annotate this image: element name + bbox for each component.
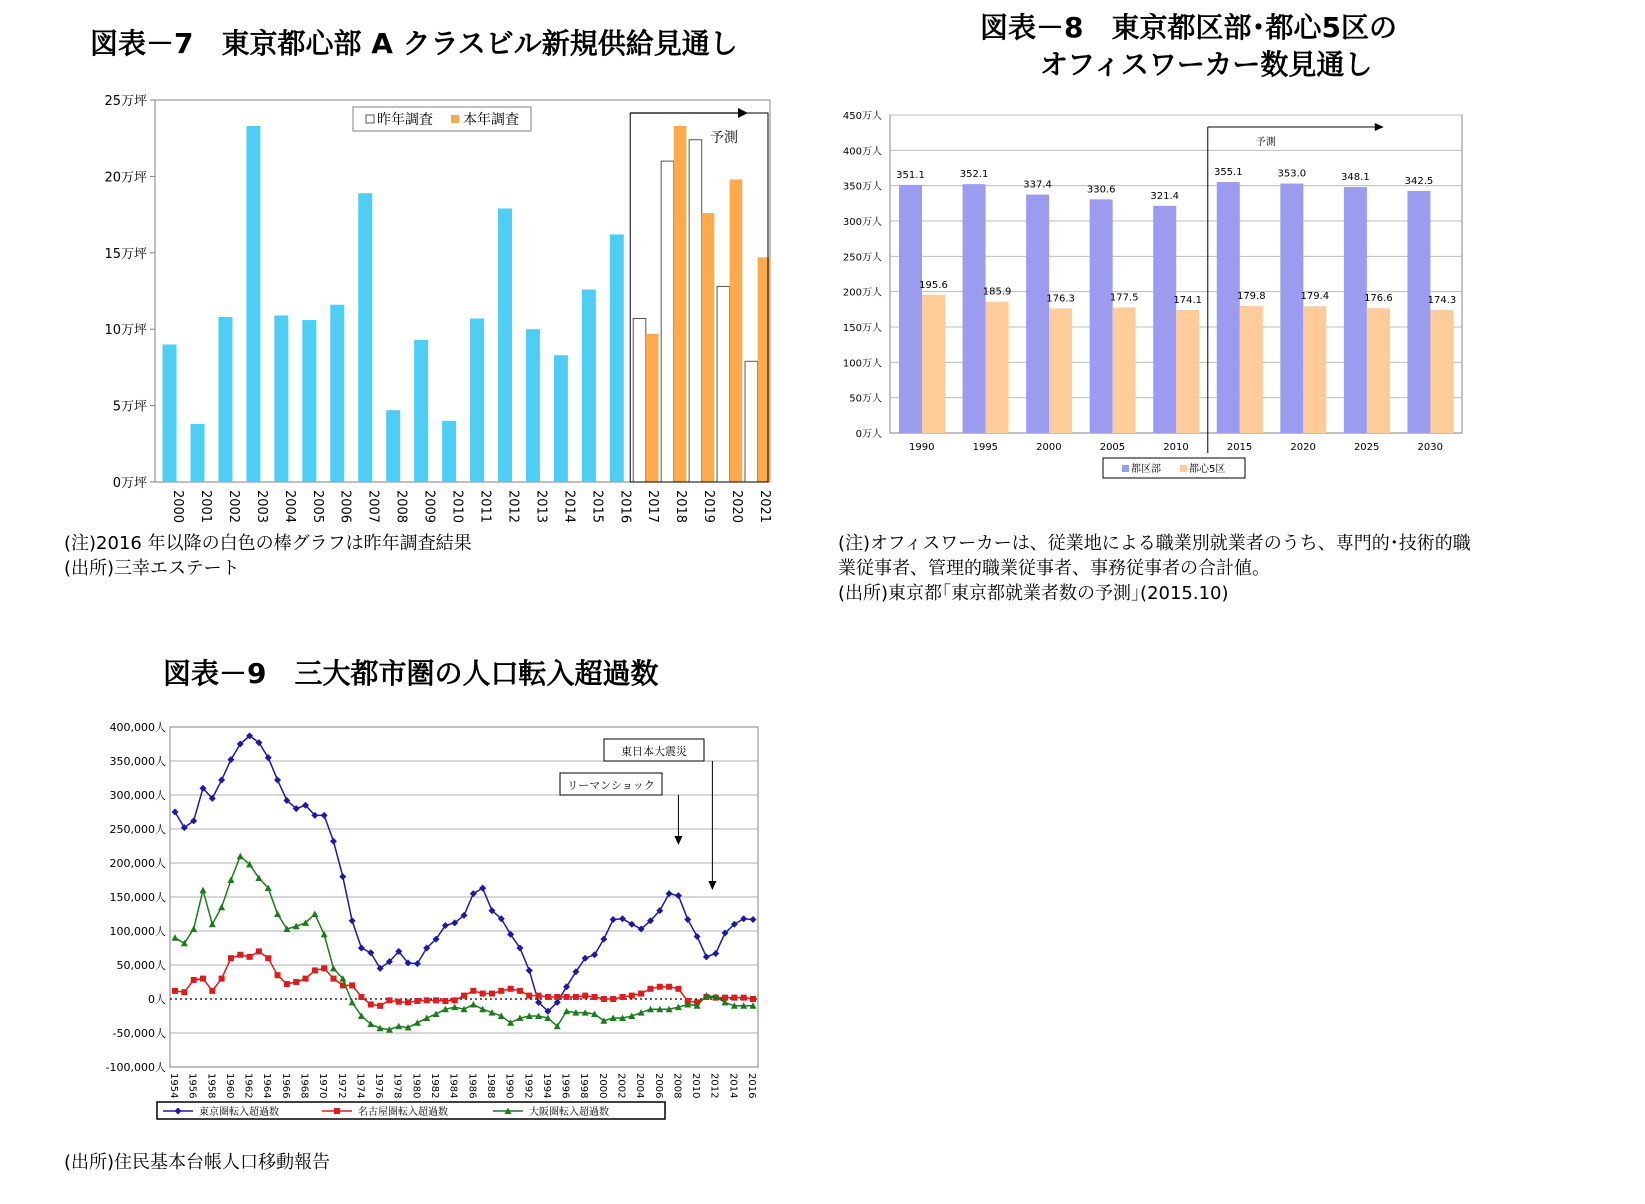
chart9-point-nagoya [265, 955, 271, 961]
chart9-point-nagoya [247, 954, 253, 960]
chart9-point-nagoya [526, 993, 532, 999]
chart7-bar-actual [191, 424, 205, 482]
chart7-bar-actual [386, 410, 400, 482]
chart8-data-label-kubu: 352.1 [959, 169, 989, 181]
chart8-bar-kubu [1026, 195, 1049, 433]
chart9-xtick-label: 2002 [615, 1073, 627, 1099]
chart8-xtick-label: 2020 [1290, 442, 1316, 453]
chart8-data-label-toshin5: 177.5 [1109, 292, 1139, 304]
chart8-data-label-kubu: 330.6 [1086, 184, 1116, 196]
chart7-bar-actual [163, 344, 177, 482]
chart8-ytick-label: 50万人 [849, 393, 882, 405]
chart8-xtick-label: 2025 [1353, 442, 1380, 453]
chart7-xtick-label: 2009 [421, 490, 437, 524]
chart8-ytick-label: 250万人 [842, 252, 882, 264]
chart8-data-label-toshin5: 176.6 [1364, 293, 1393, 305]
chart9-ytick-label: -50,000人 [112, 1027, 166, 1040]
chart8-bar-kubu [1344, 187, 1367, 433]
chart8-bar-kubu [963, 184, 986, 433]
chart9-point-nagoya [554, 994, 560, 1000]
chart9-point-nagoya [442, 998, 448, 1004]
chart9-point-nagoya [349, 982, 355, 988]
chart7-xtick-label: 2014 [561, 490, 577, 524]
chart7-bar-actual [274, 315, 288, 482]
chart7-plot [70, 80, 773, 524]
chart9-annotation-quake: 東日本大震災 [621, 745, 687, 758]
chart7-bar-actual [330, 305, 344, 482]
chart7-bar-prev [717, 286, 730, 482]
chart7-legend-swatch-current [451, 115, 459, 123]
chart9-point-nagoya [508, 986, 514, 992]
chart9-point-nagoya [610, 996, 616, 1002]
chart7-bar-actual [442, 421, 456, 482]
chart8-xtick-label: 1990 [909, 442, 935, 453]
chart8-data-label-kubu: 353.0 [1277, 168, 1307, 180]
chart7-xtick-label: 2004 [281, 490, 297, 524]
chart9-xtick-label: 1980 [410, 1073, 422, 1099]
chart8-bar-kubu [899, 185, 922, 433]
chart9-point-nagoya [647, 986, 653, 992]
chart9-point-nagoya [452, 997, 458, 1003]
chart9-point-nagoya [377, 1003, 383, 1009]
chart7-legend-prev: 昨年調査 [377, 112, 433, 128]
chart9-source: (出所)住民基本台帳人口移動報告 [64, 1152, 331, 1173]
chart9-xtick-label: 1988 [484, 1073, 496, 1099]
chart7-xtick-label: 2017 [645, 490, 661, 524]
chart8-legend-toshin5: 都心5区 [1189, 464, 1226, 475]
chart8-ytick-label: 0万人 [855, 429, 882, 440]
chart9-point-nagoya [582, 993, 588, 999]
chart9-xtick-label: 1962 [242, 1073, 254, 1099]
chart8-bar-kubu [1153, 206, 1176, 433]
chart9-ytick-label: 400,000人 [109, 721, 166, 734]
chart9-point-nagoya [386, 997, 392, 1003]
chart7-bar-actual [302, 320, 316, 482]
chart9-xtick-label: 1986 [466, 1073, 478, 1099]
chart7-xtick-label: 2021 [757, 490, 773, 524]
chart9-xtick-label: 2012 [708, 1073, 720, 1099]
chart8-title-line2: オフィスワーカー数見通し [1040, 48, 1373, 81]
chart7-bar-actual [498, 208, 512, 482]
chart9-point-nagoya [219, 976, 225, 982]
chart7-xtick-label: 2005 [309, 490, 325, 524]
chart9-xtick-label: 1998 [578, 1073, 590, 1099]
chart9-point-nagoya [433, 997, 439, 1003]
chart7-bar-actual [414, 340, 428, 482]
chart9-xtick-label: 1956 [186, 1073, 198, 1099]
chart9-xtick-label: 2008 [671, 1073, 683, 1099]
chart9-point-nagoya [536, 993, 542, 999]
chart7-bar-prev [745, 361, 758, 482]
chart8-xtick-label: 2000 [1036, 442, 1062, 453]
chart9-point-nagoya [517, 988, 523, 994]
chart9-point-nagoya [303, 976, 309, 982]
chart9-point-nagoya [638, 991, 644, 997]
chart9-xtick-label: 1994 [540, 1073, 552, 1099]
chart7-ytick-label: 10万坪 [104, 323, 147, 339]
chart8-data-label-toshin5: 174.3 [1427, 294, 1457, 306]
chart7-ytick-label: 25万坪 [104, 94, 147, 109]
chart8-xtick-label: 2010 [1163, 442, 1189, 453]
chart8-xtick-label: 1995 [972, 442, 999, 453]
chart8-forecast-label: 予測 [1255, 137, 1276, 148]
chart9-point-nagoya [666, 984, 672, 990]
chart8-ytick-label: 400万人 [842, 146, 882, 158]
chart8-data-label-kubu: 337.4 [1023, 179, 1052, 191]
chart7-xtick-label: 2006 [337, 490, 353, 524]
chart9-point-nagoya [321, 965, 327, 971]
chart9-xtick-label: 1958 [205, 1073, 217, 1099]
chart7-ytick-label: 15万坪 [104, 246, 147, 262]
chart8-data-label-kubu: 351.1 [896, 169, 925, 181]
chart9-point-nagoya [368, 1001, 374, 1007]
chart7-xtick-label: 2010 [449, 490, 465, 524]
chart7-bar-current [646, 334, 659, 482]
chart8-bar-kubu [1407, 191, 1430, 433]
chart8-source: (出所)東京都｢東京都就業者数の予測｣(2015.10) [838, 583, 1229, 604]
chart9-point-nagoya [256, 948, 262, 954]
chart9-point-nagoya [731, 995, 737, 1001]
chart7-ytick-label: 5万坪 [112, 399, 147, 415]
chart7-bar-actual [554, 355, 568, 482]
chart9-point-nagoya [564, 994, 570, 1000]
chart9-ytick-label: -100,000人 [105, 1061, 166, 1074]
chart9-point-nagoya [675, 986, 681, 992]
chart9-xtick-label: 2010 [690, 1073, 702, 1099]
chart9-point-nagoya [489, 991, 495, 997]
chart9-xtick-label: 1960 [223, 1073, 235, 1099]
chart8-plot [842, 105, 1560, 515]
chart9-point-nagoya [358, 994, 364, 1000]
chart8-data-label-toshin5: 179.8 [1236, 290, 1266, 302]
chart7-xtick-label: 2019 [701, 490, 717, 524]
chart7-bar-actual [526, 329, 540, 482]
chart9-point-nagoya [284, 981, 290, 987]
chart9-point-nagoya [573, 994, 579, 1000]
chart9-point-nagoya [312, 967, 318, 973]
chart7-xtick-label: 2003 [253, 490, 269, 524]
chart9-point-nagoya [741, 995, 747, 1001]
chart9-legend-nagoya: 名古屋圏転入超過数 [358, 1107, 448, 1118]
chart7-xtick-label: 2011 [477, 490, 493, 524]
chart9-point-nagoya [414, 998, 420, 1004]
chart8-data-label-kubu: 355.1 [1213, 167, 1243, 179]
chart8-note-line1: (注)オフィスワーカーは、従業地による職業別就業者のうち、専門的･技術的職 [838, 533, 1471, 554]
chart8-bar-kubu [1090, 199, 1113, 433]
chart9-point-nagoya [424, 997, 430, 1003]
chart8-ytick-label: 100万人 [842, 358, 882, 370]
chart9-point-nagoya [498, 988, 504, 994]
chart9-xtick-label: 1966 [279, 1073, 291, 1099]
chart7-source: (出所)三幸エステート [64, 558, 240, 579]
chart9-xtick-label: 1992 [522, 1073, 534, 1099]
chart8-bar-toshin5 [1049, 308, 1072, 433]
chart8-bar-toshin5 [1113, 308, 1136, 433]
chart7-bar-prev [689, 140, 702, 482]
chart7-xtick-label: 2013 [533, 490, 549, 524]
chart8-note-line2: 業従事者、管理的職業従事者、事務従事者の合計値。 [838, 558, 1270, 579]
chart9-annotation-lehman: リーマンショック [567, 779, 655, 792]
chart9-legend-tokyo: 東京圏転入超過数 [199, 1107, 279, 1118]
chart8-bar-toshin5 [986, 302, 1009, 433]
chart9-point-nagoya [200, 976, 206, 982]
chart7-bar-actual [218, 317, 232, 482]
chart9-xtick-label: 2000 [596, 1073, 608, 1099]
chart9-xtick-label: 1996 [559, 1073, 571, 1099]
chart8-data-label-toshin5: 176.3 [1046, 293, 1075, 305]
chart8-ytick-label: 450万人 [842, 111, 882, 122]
chart9-legend-nagoya-marker [334, 1108, 340, 1114]
chart9-xtick-label: 1968 [298, 1073, 310, 1099]
chart7-ytick-label: 0万坪 [112, 476, 147, 491]
chart9-plot [80, 715, 780, 1135]
chart8-ytick-label: 200万人 [842, 287, 882, 299]
chart7-xtick-label: 2002 [225, 490, 241, 524]
chart7-legend-swatch-prev [366, 115, 374, 123]
chart7-xtick-label: 2015 [589, 490, 605, 524]
chart9-point-nagoya [172, 988, 178, 994]
chart9-point-nagoya [480, 991, 486, 997]
chart9-xtick-label: 1964 [261, 1073, 273, 1099]
chart8-data-label-toshin5: 185.9 [982, 286, 1012, 298]
chart8-bar-toshin5 [1303, 306, 1326, 433]
chart8-bar-toshin5 [1430, 310, 1453, 433]
chart9-point-nagoya [405, 999, 411, 1005]
chart9-xtick-label: 2016 [746, 1073, 757, 1099]
chart8-bar-kubu [1217, 182, 1240, 433]
chart9-point-nagoya [601, 996, 607, 1002]
chart7-legend-current: 本年調査 [463, 112, 519, 128]
chart7-bar-actual [246, 126, 260, 482]
chart7-bar-actual [582, 289, 596, 482]
chart7-bar-prev [661, 161, 674, 482]
chart9-point-nagoya [750, 996, 756, 1002]
chart8-xtick-label: 2005 [1099, 442, 1126, 453]
chart7-bar-current [674, 126, 687, 482]
chart7-bar-prev [633, 319, 646, 482]
chart9-point-nagoya [191, 977, 197, 983]
chart8-ytick-label: 350万人 [842, 181, 882, 193]
chart7-bar-actual [470, 319, 484, 482]
chart9-ytick-label: 100,000人 [109, 925, 166, 938]
chart9-title: 図表－9 三大都市圏の人口転入超過数 [163, 657, 659, 690]
chart8-data-label-kubu: 348.1 [1341, 172, 1370, 184]
chart9-ytick-label: 0人 [148, 993, 166, 1006]
chart9-point-nagoya [228, 955, 234, 961]
chart8-legend-swatch-kubu [1122, 465, 1129, 472]
chart7-ytick-label: 20万坪 [104, 170, 147, 186]
chart8-data-label-kubu: 342.5 [1404, 175, 1434, 187]
chart9-point-nagoya [545, 994, 551, 1000]
chart7-bar-current [730, 179, 743, 482]
chart9-xtick-label: 1974 [354, 1073, 366, 1099]
chart9-point-nagoya [275, 972, 281, 978]
chart9-point-nagoya [396, 999, 402, 1005]
chart9-xtick-label: 1982 [429, 1073, 441, 1099]
chart7-xtick-label: 2000 [169, 490, 185, 524]
chart9-xtick-label: 1972 [335, 1073, 347, 1099]
chart8-legend-swatch-toshin5 [1180, 465, 1187, 472]
chart9-xtick-label: 1978 [391, 1073, 403, 1099]
chart9-xtick-label: 1970 [317, 1073, 329, 1099]
chart9-xtick-label: 1954 [168, 1073, 179, 1099]
chart8-bar-toshin5 [1367, 308, 1390, 433]
chart7-bar-actual [610, 234, 624, 482]
chart9-point-nagoya [461, 993, 467, 999]
chart8-bar-toshin5 [1176, 310, 1199, 433]
chart8-ytick-label: 300万人 [842, 217, 882, 228]
chart9-point-nagoya [592, 994, 598, 1000]
chart7-forecast-label: 予測 [710, 130, 738, 146]
chart9-point-nagoya [619, 994, 625, 1000]
chart9-point-nagoya [293, 979, 299, 985]
chart7-xtick-label: 2012 [505, 490, 521, 524]
chart7-bar-actual [358, 193, 372, 482]
chart8-data-label-toshin5: 174.1 [1173, 294, 1203, 306]
chart8-legend-kubu: 都区部 [1131, 464, 1161, 475]
chart9-xtick-label: 1976 [373, 1073, 385, 1099]
chart9-xtick-label: 2006 [652, 1073, 664, 1099]
chart9-point-nagoya [657, 984, 663, 990]
chart9-ytick-label: 50,000人 [116, 959, 166, 972]
chart9-point-nagoya [181, 989, 187, 995]
chart8-xtick-label: 2015 [1226, 442, 1253, 453]
chart8-bar-kubu [1280, 184, 1303, 433]
chart9-xtick-label: 1984 [447, 1073, 459, 1099]
chart8-data-label-kubu: 321.4 [1150, 190, 1180, 202]
chart9-ytick-label: 350,000人 [109, 755, 166, 768]
chart7-xtick-label: 2007 [365, 490, 381, 524]
chart8-bar-toshin5 [922, 295, 945, 433]
chart7-xtick-label: 2001 [197, 490, 213, 524]
chart8-xtick-label: 2030 [1417, 442, 1443, 453]
chart8-data-label-toshin5: 179.4 [1300, 291, 1330, 303]
chart7-xtick-label: 2018 [673, 490, 689, 524]
chart9-xtick-label: 2014 [727, 1073, 739, 1099]
chart7-xtick-label: 2020 [729, 490, 745, 524]
chart7-title: 図表－7 東京都心部 A クラスビル新規供給見通し [90, 27, 738, 60]
chart9-ytick-label: 250,000人 [109, 823, 166, 836]
chart7-xtick-label: 2016 [617, 490, 633, 524]
chart9-ytick-label: 150,000人 [109, 891, 166, 904]
chart9-point-nagoya [629, 993, 635, 999]
chart8-bar-toshin5 [1240, 306, 1263, 433]
chart9-xtick-label: 1990 [503, 1073, 515, 1099]
chart8-ytick-label: 150万人 [842, 323, 882, 334]
chart9-ytick-label: 300,000人 [109, 789, 166, 802]
chart9-point-nagoya [209, 988, 215, 994]
chart8-data-label-toshin5: 195.6 [919, 279, 948, 291]
chart7-xtick-label: 2008 [393, 490, 409, 524]
chart8-title-line1: 図表－8 東京都区部･都心5区の [980, 11, 1397, 44]
chart7-bar-current [702, 213, 715, 482]
chart9-legend-osaka: 大阪圏転入超過数 [529, 1107, 609, 1118]
chart7-note: (注)2016 年以降の白色の棒グラフは昨年調査結果 [64, 533, 472, 554]
chart9-point-nagoya [330, 976, 336, 982]
chart9-xtick-label: 2004 [634, 1073, 646, 1099]
chart9-point-nagoya [237, 952, 243, 958]
chart9-point-nagoya [470, 988, 476, 994]
chart9-ytick-label: 200,000人 [109, 857, 166, 870]
